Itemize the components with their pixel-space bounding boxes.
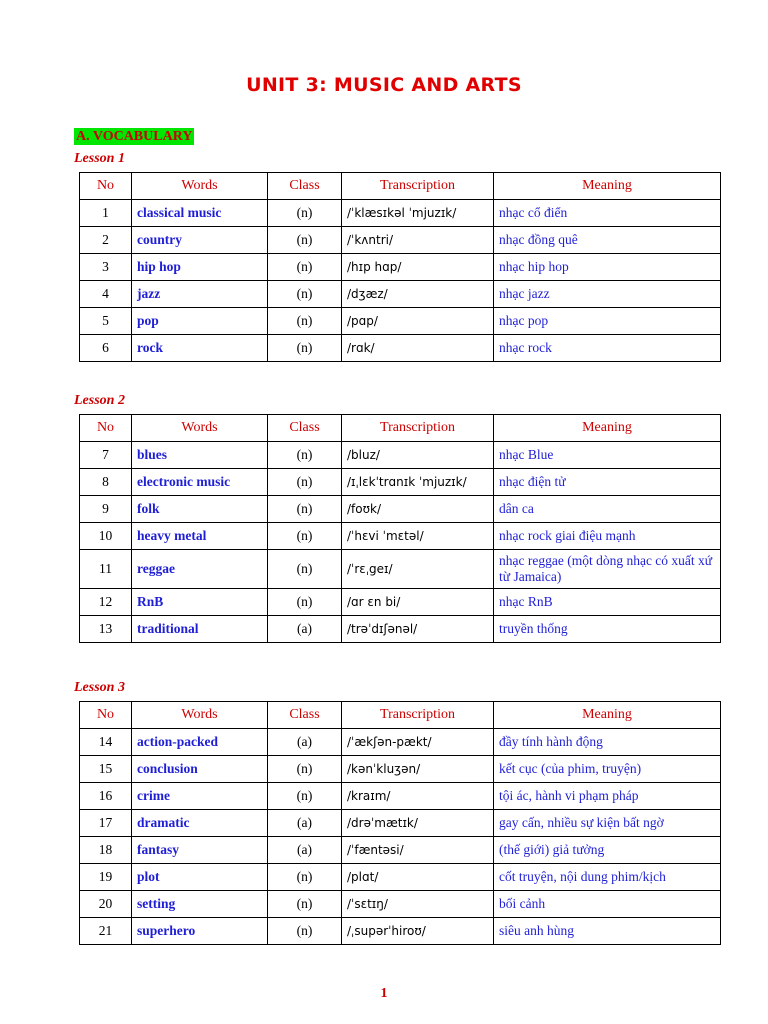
header-class: Class xyxy=(268,702,342,729)
vocab-word: hip hop xyxy=(132,254,268,281)
header-meaning: Meaning xyxy=(494,702,721,729)
transcription: /ˈklæsɪkəl ˈmjuzɪk/ xyxy=(342,200,494,227)
transcription: /pɑp/ xyxy=(342,308,494,335)
lesson-label-3: Lesson 3 xyxy=(74,680,125,695)
transcription: /ɪˌlɛkˈtrɑnɪk ˈmjuzɪk/ xyxy=(342,469,494,496)
vocab-word: dramatic xyxy=(132,810,268,837)
header-class: Class xyxy=(268,415,342,442)
meaning: siêu anh hùng xyxy=(494,918,721,945)
transcription: /ˈsɛtɪŋ/ xyxy=(342,891,494,918)
meaning: đầy tính hành động xyxy=(494,729,721,756)
table-row xyxy=(80,335,721,362)
table-row xyxy=(80,442,721,469)
meaning: nhạc Blue xyxy=(494,442,721,469)
word-class: (n) xyxy=(268,523,342,550)
page-number: 1 xyxy=(380,986,388,1001)
vocab-word: setting xyxy=(132,891,268,918)
word-class: (n) xyxy=(268,589,342,616)
table-row xyxy=(80,864,721,891)
vocab-word: fantasy xyxy=(132,837,268,864)
vocab-word: traditional xyxy=(132,616,268,643)
word-class: (n) xyxy=(268,918,342,945)
word-class: (n) xyxy=(268,335,342,362)
vocab-word: jazz xyxy=(132,281,268,308)
transcription: /plɑt/ xyxy=(342,864,494,891)
header-transcription: Transcription xyxy=(342,173,494,200)
table-row xyxy=(80,496,721,523)
meaning: nhạc jazz xyxy=(494,281,721,308)
table-row xyxy=(80,837,721,864)
row-number: 19 xyxy=(80,864,132,891)
meaning: (thế giới) giả tưởng xyxy=(494,837,721,864)
row-number: 2 xyxy=(80,227,132,254)
vocab-word: classical music xyxy=(132,200,268,227)
meaning: nhạc reggae (một dòng nhạc có xuất xứ từ Jamaica) xyxy=(494,550,721,589)
row-number: 1 xyxy=(80,200,132,227)
header-class: Class xyxy=(268,173,342,200)
word-class: (n) xyxy=(268,200,342,227)
table-row xyxy=(80,810,721,837)
transcription: /ɑr ɛn bi/ xyxy=(342,589,494,616)
transcription: /foʊk/ xyxy=(342,496,494,523)
row-number: 16 xyxy=(80,783,132,810)
header-no: No xyxy=(80,415,132,442)
table-row xyxy=(80,281,721,308)
page-title: UNIT 3: MUSIC AND ARTS xyxy=(246,74,522,96)
table-row xyxy=(80,200,721,227)
vocab-word: superhero xyxy=(132,918,268,945)
meaning: cốt truyện, nội dung phim/kịch xyxy=(494,864,721,891)
word-class: (n) xyxy=(268,308,342,335)
transcription: /ˈrɛˌgeɪ/ xyxy=(342,550,494,589)
meaning: nhạc cổ điển xyxy=(494,200,721,227)
table-row xyxy=(80,616,721,643)
vocab-word: RnB xyxy=(132,589,268,616)
row-number: 13 xyxy=(80,616,132,643)
row-number: 17 xyxy=(80,810,132,837)
header-words: Words xyxy=(132,173,268,200)
transcription: /trəˈdɪʃənəl/ xyxy=(342,616,494,643)
transcription: /ˈfæntəsi/ xyxy=(342,837,494,864)
row-number: 9 xyxy=(80,496,132,523)
vocab-word: electronic music xyxy=(132,469,268,496)
transcription: /ˈkʌntri/ xyxy=(342,227,494,254)
row-number: 5 xyxy=(80,308,132,335)
vocab-word: rock xyxy=(132,335,268,362)
row-number: 10 xyxy=(80,523,132,550)
meaning: nhạc RnB xyxy=(494,589,721,616)
word-class: (a) xyxy=(268,729,342,756)
table-row xyxy=(80,227,721,254)
vocab-word: pop xyxy=(132,308,268,335)
table-row xyxy=(80,254,721,281)
meaning: kết cục (của phim, truyện) xyxy=(494,756,721,783)
row-number: 4 xyxy=(80,281,132,308)
header-meaning: Meaning xyxy=(494,173,721,200)
row-number: 12 xyxy=(80,589,132,616)
meaning: truyền thống xyxy=(494,616,721,643)
meaning: bối cảnh xyxy=(494,891,721,918)
table-header-row xyxy=(80,415,721,442)
transcription: /bluz/ xyxy=(342,442,494,469)
word-class: (n) xyxy=(268,469,342,496)
transcription: /dʒæz/ xyxy=(342,281,494,308)
row-number: 6 xyxy=(80,335,132,362)
vocab-word: blues xyxy=(132,442,268,469)
meaning: tội ác, hành vi phạm pháp xyxy=(494,783,721,810)
table-row xyxy=(80,756,721,783)
word-class: (n) xyxy=(268,442,342,469)
vocab-table-lesson-2 xyxy=(79,414,721,643)
vocab-table-lesson-1 xyxy=(79,172,721,362)
word-class: (n) xyxy=(268,864,342,891)
vocab-word: heavy metal xyxy=(132,523,268,550)
table-row xyxy=(80,469,721,496)
meaning: gay cấn, nhiều sự kiện bất ngờ xyxy=(494,810,721,837)
header-transcription: Transcription xyxy=(342,415,494,442)
vocab-word: action-packed xyxy=(132,729,268,756)
table-row xyxy=(80,550,721,589)
row-number: 20 xyxy=(80,891,132,918)
word-class: (a) xyxy=(268,810,342,837)
transcription: /rɑk/ xyxy=(342,335,494,362)
vocab-word: conclusion xyxy=(132,756,268,783)
transcription: /ˌsupərˈhiroʊ/ xyxy=(342,918,494,945)
table-row xyxy=(80,891,721,918)
row-number: 8 xyxy=(80,469,132,496)
row-number: 11 xyxy=(80,550,132,589)
table-row xyxy=(80,729,721,756)
row-number: 3 xyxy=(80,254,132,281)
table-row xyxy=(80,589,721,616)
section-heading: A. VOCABULARY xyxy=(76,129,193,144)
header-no: No xyxy=(80,702,132,729)
row-number: 15 xyxy=(80,756,132,783)
word-class: (n) xyxy=(268,227,342,254)
row-number: 18 xyxy=(80,837,132,864)
table-row xyxy=(80,918,721,945)
header-no: No xyxy=(80,173,132,200)
transcription: /kənˈkluʒən/ xyxy=(342,756,494,783)
meaning: nhạc rock xyxy=(494,335,721,362)
header-transcription: Transcription xyxy=(342,702,494,729)
table-header-row xyxy=(80,173,721,200)
word-class: (n) xyxy=(268,254,342,281)
vocab-word: crime xyxy=(132,783,268,810)
word-class: (n) xyxy=(268,783,342,810)
vocab-word: plot xyxy=(132,864,268,891)
word-class: (a) xyxy=(268,616,342,643)
word-class: (n) xyxy=(268,550,342,589)
meaning: nhạc pop xyxy=(494,308,721,335)
word-class: (n) xyxy=(268,496,342,523)
vocab-word: folk xyxy=(132,496,268,523)
header-words: Words xyxy=(132,415,268,442)
header-meaning: Meaning xyxy=(494,415,721,442)
table-header-row xyxy=(80,702,721,729)
meaning: nhạc rock giai điệu mạnh xyxy=(494,523,721,550)
meaning: nhạc hip hop xyxy=(494,254,721,281)
word-class: (n) xyxy=(268,281,342,308)
row-number: 7 xyxy=(80,442,132,469)
transcription: /ˈækʃən-pækt/ xyxy=(342,729,494,756)
vocab-word: country xyxy=(132,227,268,254)
vocab-table-lesson-3 xyxy=(79,701,721,945)
meaning: nhạc đồng quê xyxy=(494,227,721,254)
row-number: 14 xyxy=(80,729,132,756)
meaning: nhạc điện tử xyxy=(494,469,721,496)
header-words: Words xyxy=(132,702,268,729)
vocab-word: reggae xyxy=(132,550,268,589)
word-class: (a) xyxy=(268,837,342,864)
word-class: (n) xyxy=(268,756,342,783)
table-row xyxy=(80,308,721,335)
table-row xyxy=(80,783,721,810)
transcription: /ˈhɛvi ˈmɛtəl/ xyxy=(342,523,494,550)
word-class: (n) xyxy=(268,891,342,918)
transcription: /hɪp hɑp/ xyxy=(342,254,494,281)
transcription: /kraɪm/ xyxy=(342,783,494,810)
row-number: 21 xyxy=(80,918,132,945)
lesson-label-2: Lesson 2 xyxy=(74,393,125,408)
table-row xyxy=(80,523,721,550)
lesson-label-1: Lesson 1 xyxy=(74,151,125,166)
meaning: dân ca xyxy=(494,496,721,523)
transcription: /drəˈmætɪk/ xyxy=(342,810,494,837)
